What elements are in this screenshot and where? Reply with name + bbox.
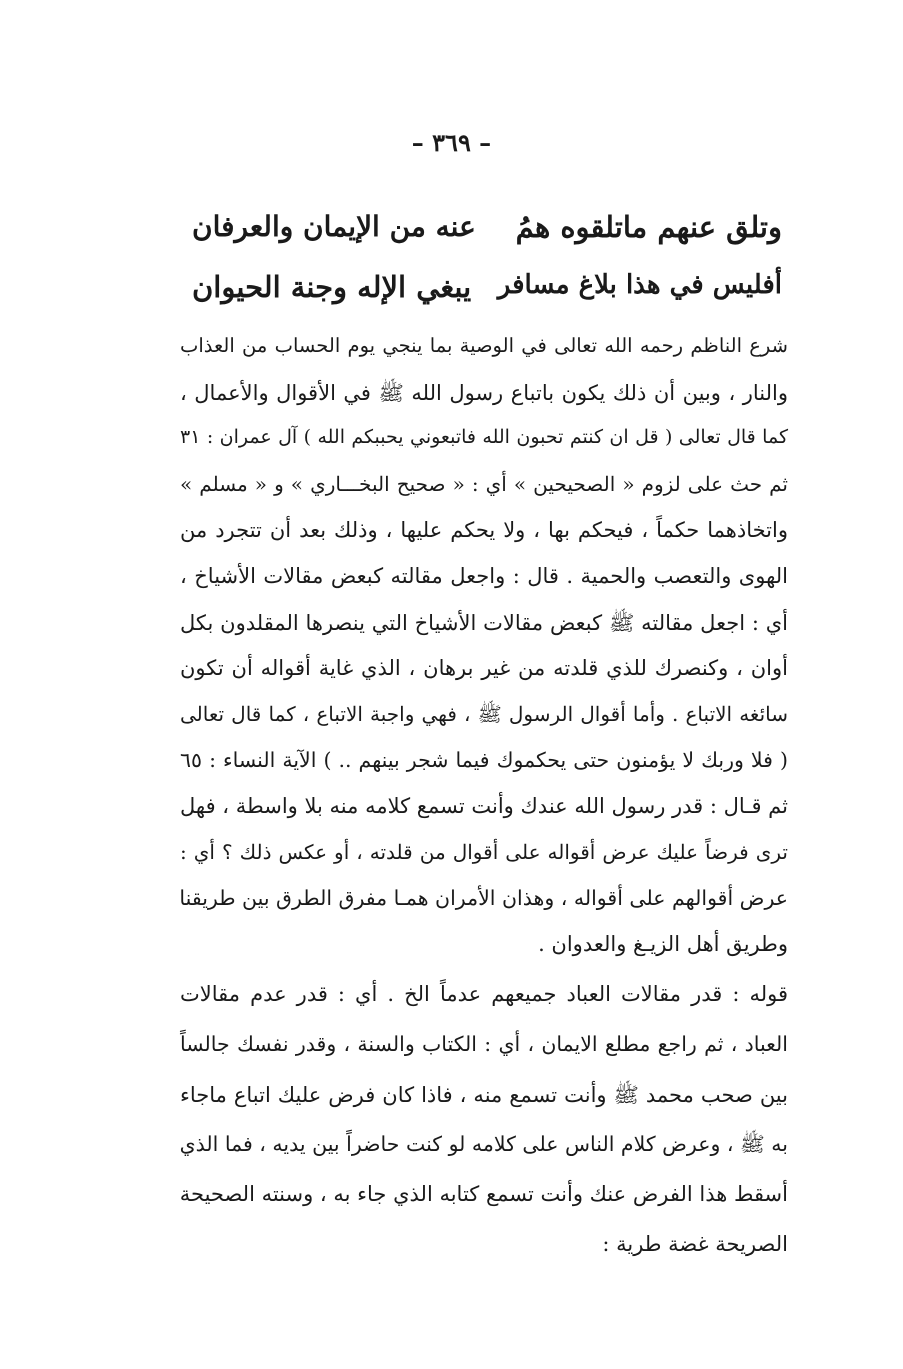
commentary-line: ترى فرضاً عليك عرض أقواله على أقوال من قلدته ، أو عكس ذلك ؟ أي :	[180, 840, 788, 864]
quote-line: به ﷺ ، وعرض كلام الناس على كلامه لو كنت حاضراً بين يديه ، فما الذي	[179, 1132, 788, 1156]
commentary-line: عرض أقوالهم على أقواله ، وهذان الأمران همـا مفرق الطرق بين طريقنا	[179, 886, 788, 910]
verse-2-second-hemistich: يبغي الإله وجنة الحيوان	[192, 270, 472, 304]
commentary-line: الهوى والتعصب والحمية . قال : واجعل مقالته كبعض مقالات الأشياخ ،	[180, 564, 788, 588]
quote-line: بين صحب محمد ﷺ وأنت تسمع منه ، فاذا كان فرض عليك اتباع ماجاء	[180, 1083, 788, 1107]
poem-verse-2	[192, 264, 782, 314]
commentary-line: ( فلا وربك لا يؤمنون حتى يحكموك فيما شجر بينهم .. ) الآية النساء : ٦٥	[180, 748, 788, 772]
commentary-line: ثم حث على لزوم « الصحيحين » أي : « صحيح البخـــاري » و « مسلم »	[180, 472, 788, 496]
commentary-line: أي : اجعل مقالته ﷺ كبعض مقالات الأشياخ التي ينصرها المقلدون بكل	[180, 611, 788, 635]
commentary-line: واتخاذهما حكماً ، فيحكم بها ، ولا يحكم عليها ، وذلك بعد أن تتجرد من	[180, 518, 788, 542]
commentary-line: شرع الناظم رحمه الله تعالى في الوصية بما ينجي يوم الحساب من العذاب	[180, 334, 788, 357]
quote-line: قوله : قدر مقالات العباد جميعهم عدماً الخ . أي : قدر عدم مقالات	[180, 982, 788, 1006]
commentary-line: ثم قـال : قدر رسول الله عندك وأنت تسمع كلامه منه بلا واسطة ، فهل	[180, 794, 788, 818]
quote-line: العباد ، ثم راجع مطلع الايمان ، أي : الكتاب والسنة ، وقدر نفسك جالساً	[180, 1032, 788, 1056]
quote-line: الصريحة غضة طرية :	[602, 1232, 788, 1256]
verse-2-first-hemistich: أفليس في هذا بلاغ مسافر	[497, 270, 782, 300]
commentary-line: وطريق أهل الزيـغ والعدوان .	[538, 932, 788, 956]
verse-1-second-hemistich: عنه من الإيمان والعرفان	[192, 210, 476, 243]
commentary-line: كما قال تعالى ( قل ان كنتم تحبون الله فاتبعوني يحببكم الله ) آل عمران : ٣١	[180, 426, 788, 448]
commentary-line: أوان ، وكنصرك للذي قلدته من غير برهان ، الذي غاية أقواله أن تكون	[180, 656, 788, 680]
commentary-line: سائغه الاتباع . وأما أقوال الرسول ﷺ ، فهي واجبة الاتباع ، كما قال تعالى	[180, 702, 788, 726]
page-number: – ٣٦٩ –	[411, 128, 492, 157]
commentary-line: والنار ، وبين أن ذلك يكون باتباع رسول الله ﷺ في الأقوال والأعمال ،	[180, 381, 788, 405]
quote-line: أسقط هذا الفرض عنك وأنت تسمع كتابه الذي جاء به ، وسنته الصحيحة	[179, 1182, 788, 1206]
poem-verse-1	[192, 204, 782, 254]
verse-1-first-hemistich: وتلق عنهم ماتلقوه همُ	[515, 210, 782, 244]
